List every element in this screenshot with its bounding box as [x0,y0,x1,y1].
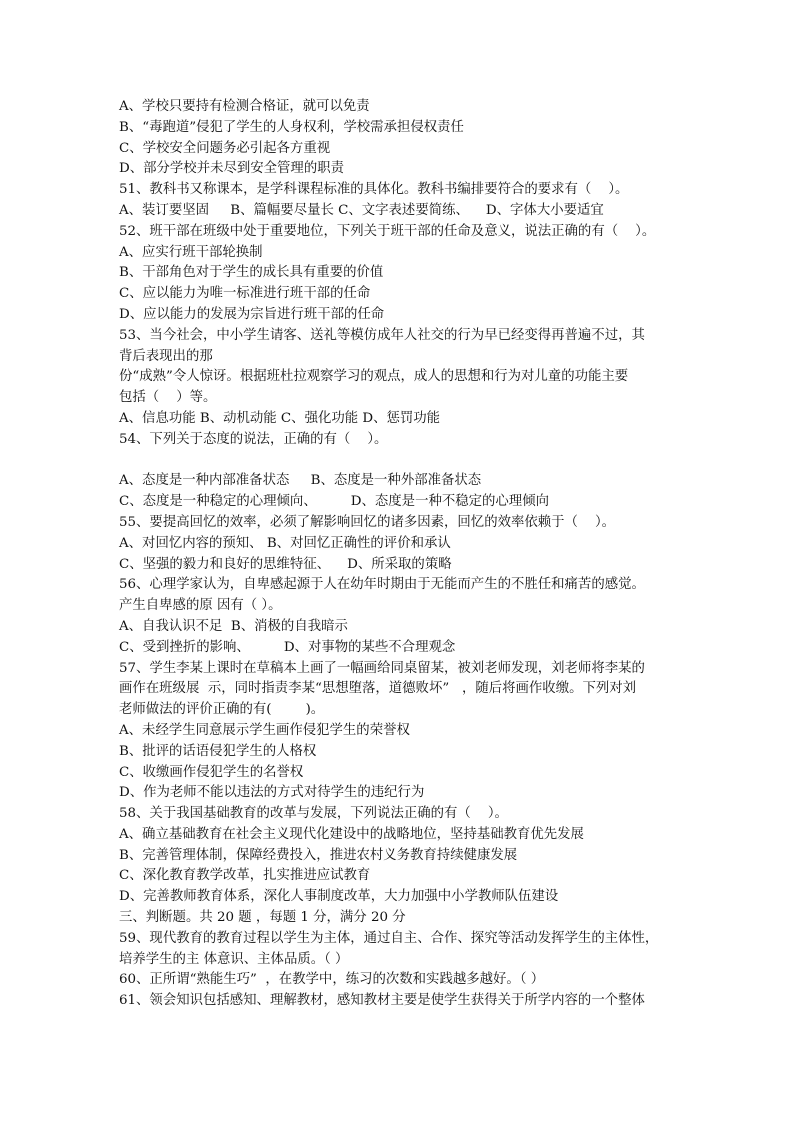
text-line: B、“毒跑道”侵犯了学生的人身权利，学校需承担侵权责任 [119,119,464,135]
text-line: D、应以能力的发展为宗旨进行班干部的任命 [119,306,385,322]
text-line: 老师做法的评价正确的有( )。 [119,702,325,718]
question-59: 59、现代教育的教育过程以学生为主体，通过自主、合作、探究等活动发挥学生的主体性， [119,930,659,946]
question-61: 61、领会知识包括感知、理解教材，感知教材主要是使学生获得关于所学内容的一个整体 [119,993,645,1009]
text-line: C、深化教育教学改革，扎实推进应试教育 [119,868,371,884]
text-line: D、作为老师不能以违法的方式对待学生的违纪行为 [119,785,425,801]
question-53: 53、当今社会，中小学生请客、送礼等模仿成年人社交的行为早已经变得再普遍不过，其 [119,327,645,343]
text-line: C、态度是一种稳定的心理倾向、 D、态度是一种不稳定的心理倾向 [119,494,549,510]
question-58: 58、关于我国基础教育的改革与发展，下列说法正确的有（ ）。 [119,806,508,822]
text-line: A、确立基础教育在社会主义现代化建设中的战略地位，坚持基础教育优先发展 [119,826,584,842]
question-54: 54、下列关于态度的说法，正确的有（ ）。 [119,431,388,447]
text-line: A、学校只要持有检测合格证，就可以免责 [119,99,370,114]
text-line: B、完善管理体制，保障经费投入，推进农村义务教育持续健康发展 [119,847,518,863]
text-line: B、干部角色对于学生的成长具有重要的价值 [119,265,384,281]
text-line: 份“成熟”令人惊讶。根据班杜拉观察学习的观点，成人的思想和行为对儿童的功能主要 [119,369,629,385]
section-heading: 三、判断题。共 20 题 ，每题 1 分，满分 20 分 [119,910,406,926]
text-line: C、收缴画作侵犯学生的名誉权 [119,764,304,780]
text-line: 培养学生的主 体意识、主体品质。（ ） [119,951,349,967]
question-56: 56、心理学家认为，自卑感起源于人在幼年时期由于无能而产生的不胜任和痛苦的感觉。 [119,577,645,593]
text-line: C、学校安全问题务必引起各方重视 [119,140,331,156]
text-line: A、应实行班干部轮换制 [119,244,263,260]
text-line: B、批评的话语侵犯学生的人格权 [119,743,317,759]
text-line: A、信息功能 B、动机动能 C、强化功能 D、惩罚功能 [119,410,441,426]
blank-line [119,451,679,472]
text-line: 画作在班级展 示，同时指责李某“思想堕落，道德败坏” ，随后将画作收缴。下列对刘 [119,681,637,697]
question-55: 55、要提高回忆的效率，必须了解影响回忆的诸多因素，回忆的效率依赖于（ ）。 [119,514,616,530]
question-52: 52、班干部在班级中处于重要地位，下列关于班干部的任命及意义，说法正确的有（ ）。 [119,223,656,239]
text-line: A、自我认识不足 B、消极的自我暗示 [119,618,348,634]
text-line: A、态度是一种内部准备状态 B、态度是一种外部准备状态 [119,473,482,489]
text-line: 包括（ ）等。 [119,390,217,406]
question-57: 57、学生李某上课时在草稿本上画了一幅画给同桌留某，被刘老师发现，刘老师将李某的 [119,660,645,676]
question-51: 51、教科书又称课本，是学科课程标准的具体化。教科书编排要符合的要求有（ ）。 [119,182,629,198]
text-line: A、对回忆内容的预知、 B、对回忆正确性的评价和承认 [119,535,451,551]
text-line: C、受到挫折的影响、 D、对事物的某些不合理观念 [119,639,456,655]
text-line: C、应以能力为唯一标准进行班干部的任命 [119,286,371,302]
text-line: A、装订要坚固 B、篇幅要尽量长 C、文字表述要简练、 D、字体大小要适宜 [119,202,604,218]
document-body [119,97,679,1012]
question-60: 60、正所谓“熟能生巧” ，在教学中，练习的次数和实践越多越好。（ ） [119,972,545,988]
text-line: A、未经学生同意展示学生画作侵犯学生的荣誉权 [119,722,410,738]
text-line: C、坚强的毅力和良好的思维特征、 D、所采取的策略 [119,556,452,572]
text-line: D、完善教师教育体系，深化人事制度改革，大力加强中小学教师队伍建设 [119,889,559,905]
text-line: 背后表现出的那 [119,348,213,364]
text-line: D、部分学校并未尽到安全管理的职责 [119,161,344,177]
text-line: 产生自卑感的原 因有（ ）。 [119,598,282,614]
